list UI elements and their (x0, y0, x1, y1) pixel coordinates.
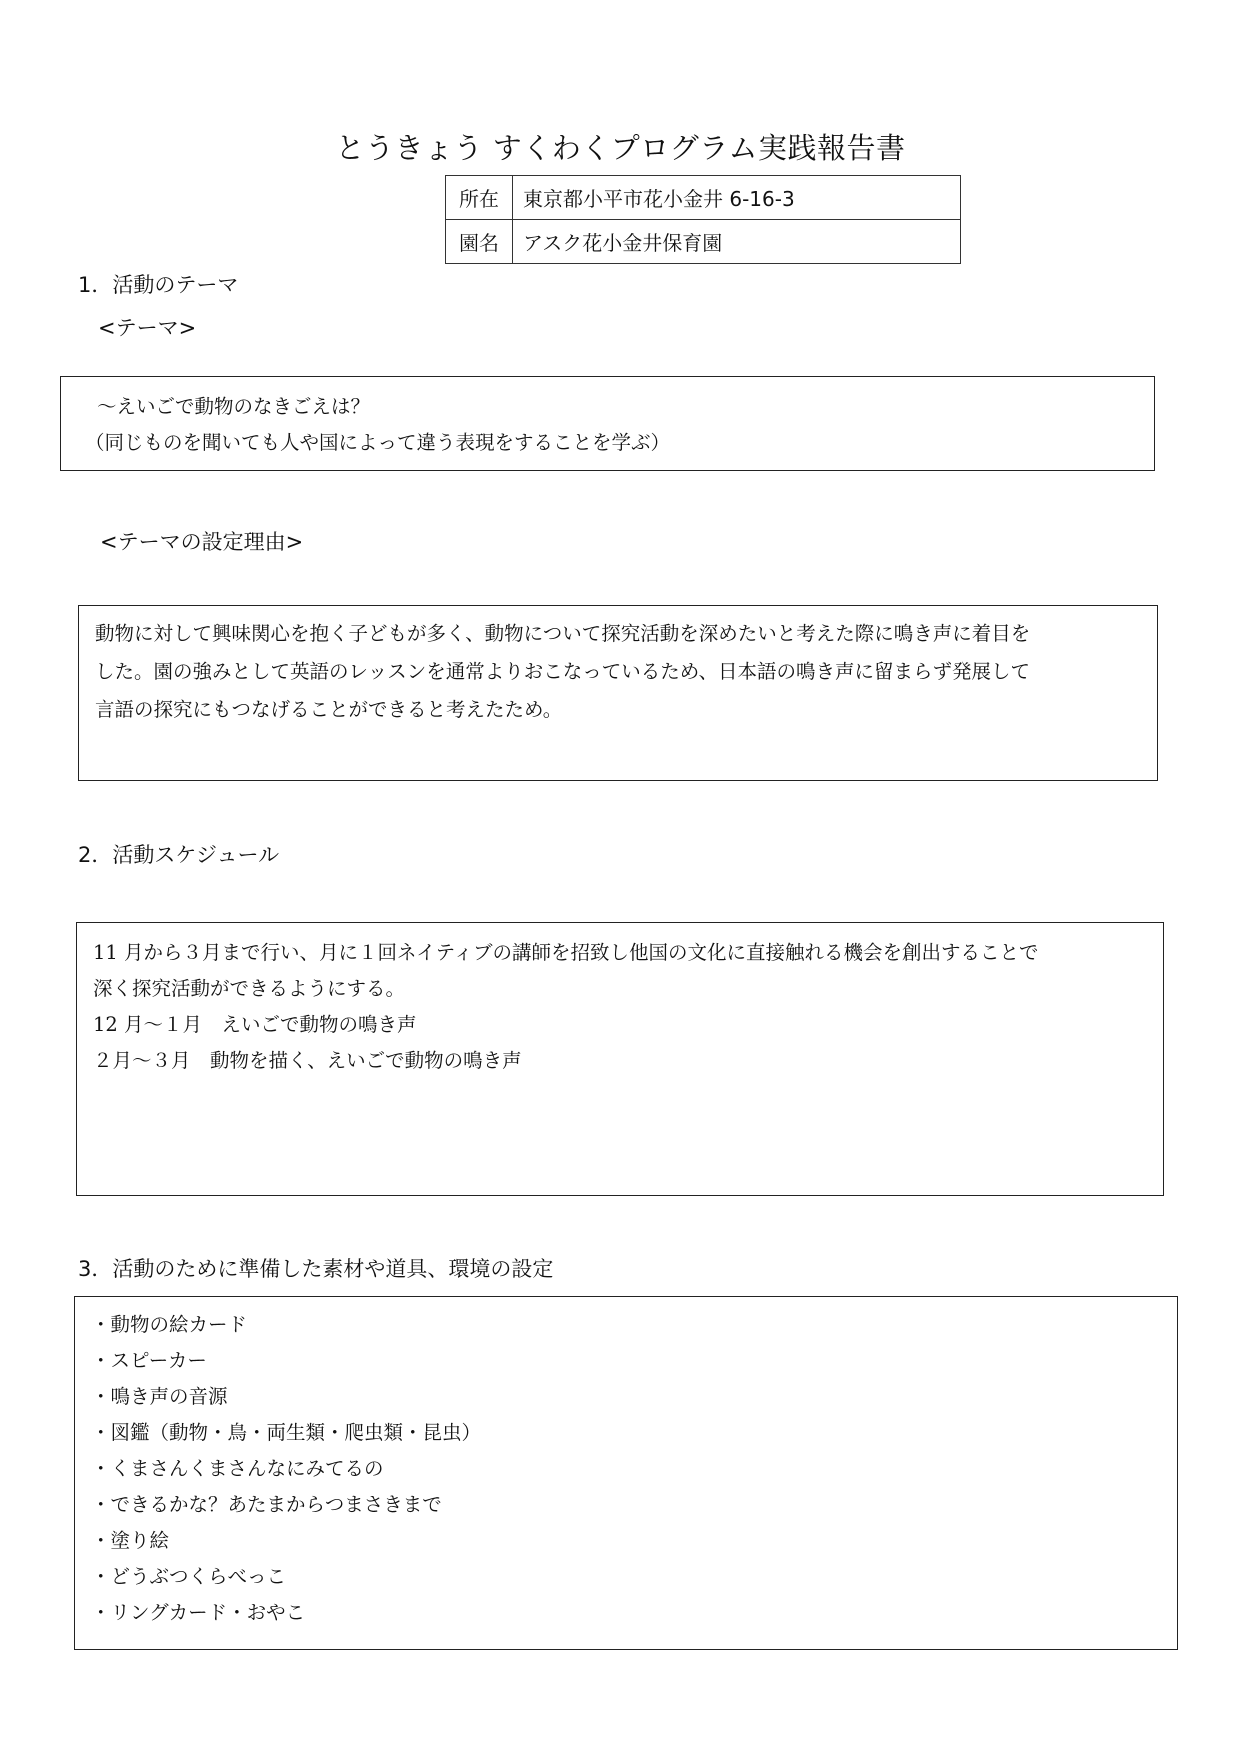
section3-heading: 3．活動のために準備した素材や道具、環境の設定 (78, 1257, 554, 1281)
schedule-box (76, 922, 1164, 1196)
schedule-line-2: 深く探究活動ができるようにする。 (93, 977, 406, 1000)
reason-box (78, 605, 1158, 781)
theme-line-1: ～えいごで動物のなきごえは？ (97, 395, 371, 418)
section2-heading: 2．活動スケジュール (78, 843, 280, 867)
materials-item: ・どうぶつくらべっこ (91, 1565, 287, 1588)
schedule-line-4: ２月～３月 動物を描く、えいごで動物の鳴き声 (93, 1049, 522, 1072)
materials-item: ・動物の絵カード (91, 1313, 248, 1336)
materials-item: ・くまさんくまさんなにみてるの (91, 1457, 384, 1480)
info-value-name: アスク花小金井保育園 (513, 220, 961, 264)
theme-line-2: （同じものを聞いても人や国によって違う表現をすることを学ぶ） (85, 431, 671, 454)
materials-item: ・塗り絵 (91, 1529, 170, 1552)
section1-heading: 1．活動のテーマ (78, 273, 239, 297)
info-value-location: 東京都小平市花小金井 6-16-3 (513, 176, 961, 220)
theme-label: <テーマ> (98, 316, 197, 340)
info-table (445, 175, 961, 264)
materials-box (74, 1296, 1178, 1650)
schedule-line-3: 12 月～１月 えいごで動物の鳴き声 (93, 1013, 417, 1036)
materials-item: ・鳴き声の音源 (91, 1385, 228, 1408)
document-title: とうきょう すくわくプログラム実践報告書 (335, 131, 906, 165)
materials-item: ・スピーカー (91, 1349, 207, 1372)
info-label-location: 所在 (446, 176, 513, 220)
reason-label: <テーマの設定理由> (100, 530, 304, 554)
materials-item: ・できるかな？あたまからつまさきまで (91, 1493, 442, 1516)
materials-item: ・図鑑（動物・鳥・両生類・爬虫類・昆虫） (91, 1421, 482, 1444)
materials-item: ・リングカード・おやこ (91, 1601, 306, 1624)
theme-box (60, 376, 1155, 471)
info-label-name: 園名 (446, 220, 513, 264)
reason-line-2: した。園の強みとして英語のレッスンを通常よりおこなっているため、日本語の鳴き声に留まらず発展して (95, 660, 1031, 683)
info-row-location (446, 176, 961, 220)
info-row-name (446, 220, 961, 264)
reason-line-3: 言語の探究にもつなげることができると考えたため。 (95, 698, 563, 721)
reason-line-1: 動物に対して興味関心を抱く子どもが多く、動物について探究活動を深めたいと考えた際に鳴き声に着目を (95, 622, 1031, 645)
schedule-line-1: 11 月から３月まで行い、月に１回ネイティブの講師を招致し他国の文化に直接触れる機会を創出することで (93, 941, 1039, 964)
